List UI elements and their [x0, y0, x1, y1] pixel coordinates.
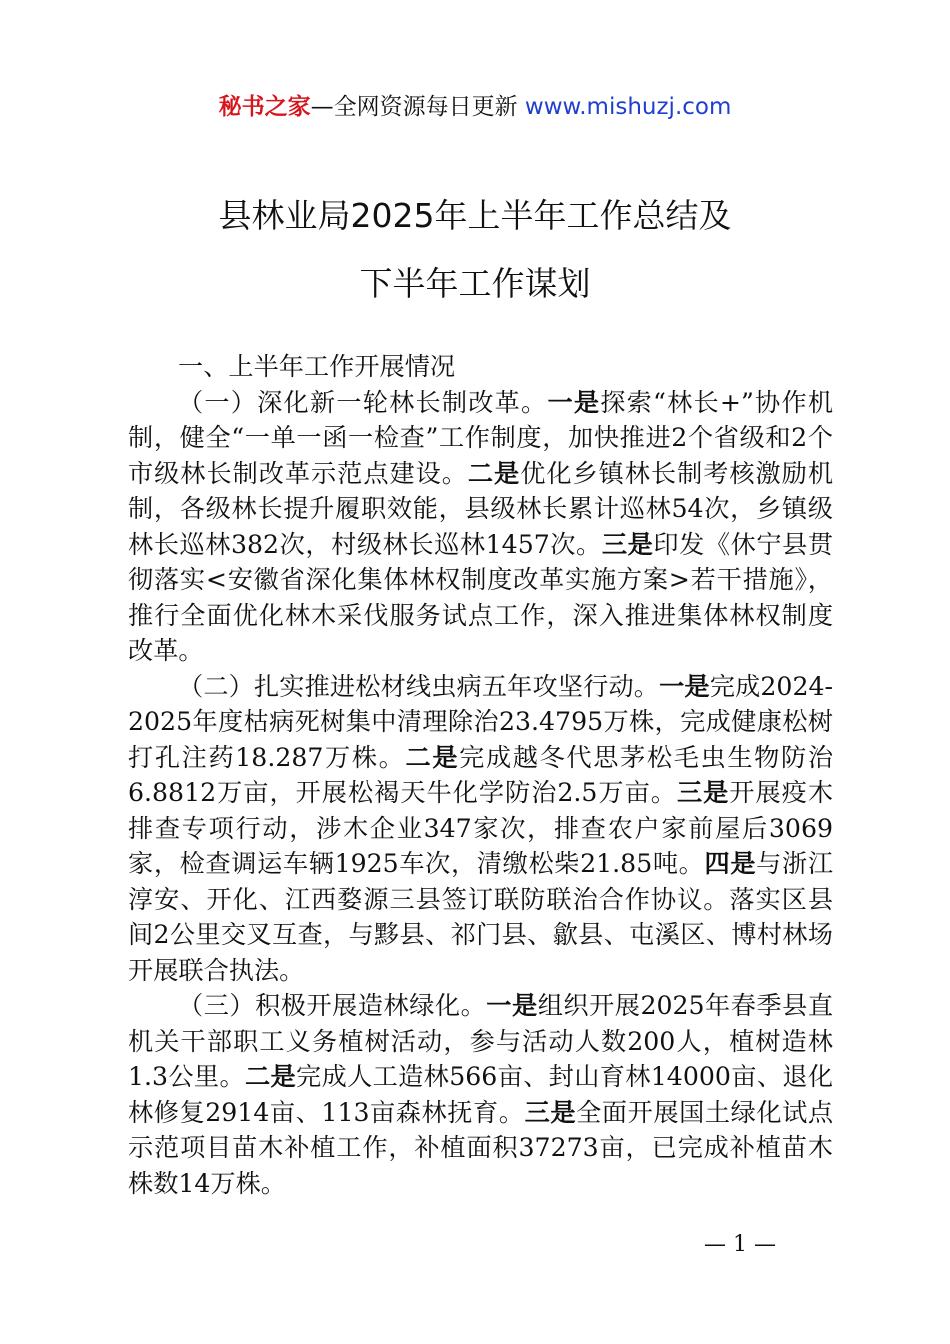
section-heading: 一、上半年工作开展情况: [178, 352, 456, 381]
keyword-second: 二是: [405, 742, 460, 772]
keyword-third: 三是: [601, 529, 654, 559]
paragraph-2-item-1: 完成2024-2025年度枯病死树集中清理除治23.4795万株，完成健康松树打孔注药18.287万株。: [128, 671, 834, 772]
paragraph-3-lead: （三）积极开展造林绿化。: [178, 991, 487, 1020]
site-url[interactable]: www.mishuzj.com: [524, 94, 732, 120]
keyword-first: 一是: [659, 671, 710, 701]
paragraph-2-lead: （二）扎实推进松材线虫病五年攻坚行动。: [178, 671, 660, 701]
paragraph-1-item-2: 优化乡镇林长制考核激励机制，各级林长提升履职效能，县级林长累计巡林54次，乡镇级林长巡林382次，村级林长巡林1457次。: [128, 458, 834, 559]
paragraph-1: [128, 385, 833, 669]
document-body: [128, 349, 833, 1201]
document-title-line-1: 县林业局2025年上半年工作总结及: [218, 196, 732, 235]
keyword-first: 一是: [547, 387, 601, 417]
paragraph-1-lead: （一）深化新一轮林长制改革。: [178, 387, 548, 417]
paragraph-3-item-3: 全面开展国土绿化试点示范项目苗木补植工作，补植面积37273亩，已完成补植苗木株数14万株。: [128, 1097, 833, 1198]
paragraph-3-item-2: 完成人工造林566亩、封山育林14000亩、退化林修复2914亩、113亩森林抚育。: [128, 1062, 834, 1127]
paragraph-1-item-3: 印发《休宁县贯彻落实<安徽省深化集体林权制度改革实施方案>若干措施》，推行全面优化林木采伐服务试点工作，深入推进集体林权制度改革。: [128, 529, 833, 665]
paragraph-2-item-4: 与浙江淳安、开化、江西婺源三县签订联防联治合作协议。落实区县间2公里交叉互查，与黟县、祁门县、歙县、屯溪区、博村林场开展联合执法。: [128, 849, 834, 985]
paragraph-2-item-3: 开展疫木排查专项行动，涉木企业347家次，排查农户家前屋后3069家，检查调运车辆1925车次，清缴松柴21.85吨。: [128, 778, 834, 878]
paragraph-3-item-1: 组织开展2025年春季县直机关干部职工义务植树活动，参与活动人数200人，植树造林1.3公里。: [128, 991, 834, 1091]
page-number: — 1 —: [704, 1232, 776, 1257]
site-tagline: —全网资源每日更新: [310, 94, 525, 120]
paragraph-2: [128, 669, 833, 989]
site-name: 秘书之家: [218, 94, 311, 120]
keyword-third: 三是: [524, 1097, 577, 1127]
keyword-fourth: 四是: [704, 849, 757, 878]
keyword-first: 一是: [486, 991, 538, 1020]
keyword-third: 三是: [676, 778, 730, 807]
site-header: [0, 88, 950, 121]
paragraph-1-item-1: 探索“林长+”协作机制，健全“一单一函一检查”工作制度，加快推进2个省级和2个市级林长制改革示范点建设。: [128, 387, 834, 488]
paragraph-3: [128, 988, 833, 1201]
keyword-second: 二是: [467, 458, 521, 488]
keyword-second: 二是: [244, 1062, 297, 1091]
paragraph-2-item-2: 完成越冬代思茅松毛虫生物防治6.8812万亩，开展松褐天牛化学防治2.5万亩。: [128, 742, 834, 807]
document-title-line-2: 下半年工作谋划: [359, 264, 591, 303]
